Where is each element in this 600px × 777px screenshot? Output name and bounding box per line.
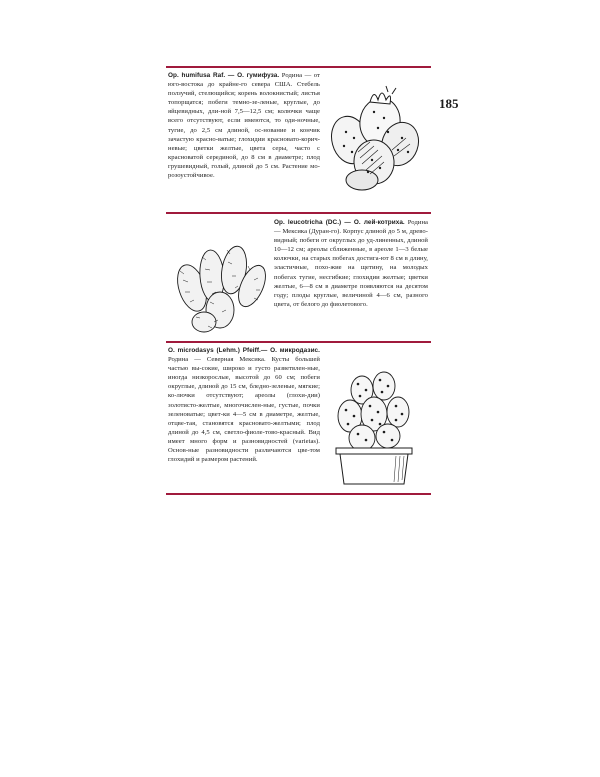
entry-latin-name: O. microdasys (Lehm.) Pfeiff. xyxy=(168,347,261,354)
section-rule-top xyxy=(166,66,431,68)
entry-russian-name: О. гумифуза. xyxy=(237,72,280,79)
entry-description: Родина — от юго-востока до крайне-го севера США. Стебель ползучий, стелющийся; корень волокнистый; листья топорщатся; побеги темно-зе-леные, круглые, до яйцевидных, дли-ной 7,5—12,5 см; колючки чаще всего отсутствуют, если имеются, то оди-ночные, тугие, до 2,5 см длиной, ос-нование и кончик зачастую красно-ватые; глохидии красновато-корич-невые; цветки желтые, цвета серы, часто с красноватой серединой, до 8 см в диаметре; плод грушевидный, голый, длиной до 5 см. Растение мо-розоустойчивое. xyxy=(168,72,320,180)
entry-description: Родина — Северная Мексика. Кусты большей частью вы-сокие, широко и густо разветвлен-ные, иногда низкорослые, высотой до 60 см; побеги округлые, длиной до 15 см, бледно-зеленые, мягкие; ко-лючки отсутствуют; ареолы (глохи-дии) золотисто-желтые, многочислен-ные, густые, почки зеленоватые; цвет-ки 4—5 см в диаметре, желтые, отцве-тая, становятся красновато-желтыми; плод длиной до 4,5 см, светло-фиоле-тово-красный. Вид имеет много форм и разновидностей (varietas). Основ-ные разновидности различаются цве-том глохидий и размером растений. xyxy=(168,356,320,464)
entry-description: Родина — Мексика (Дуран-го). Корпус длиной до 5 м, древо-видный; побеги от округлых до уд-линенных, длиной 10—12 см; ареолы сближенные, в ареоле 1—3 белые колючки, на старых побегах достига-ют 8 см в длину, эластичные, похо-жие на щетину, на молодых побегах тугие, несгибкие; глохидии желтые; цветки желтые, 6—8 см в диаметре появляются на десятом году; плоды круглые, величиной 4—6 см, разного цвета, от белого до фиолетового. xyxy=(274,219,428,308)
opuntia-humifusa-drawing xyxy=(322,82,426,194)
entry-latin-name: Op. humifusa Raf. xyxy=(168,72,226,79)
entry-russian-name: О. лей-котриха. xyxy=(353,219,405,226)
section-rule-2 xyxy=(166,212,431,214)
page-number: 185 xyxy=(439,96,459,111)
opuntia-microdasys-drawing xyxy=(326,360,422,486)
entry-leucotricha: Op. leucotricha (DC.) — О. лей-котриха. Родина — Мексика (Дуран-го). Корпус длиной до 5 м, древо-видный; побеги от округлых до уд-линенных, длиной 10—12 см; ареолы сближенные, в ареоле 1—3 белые колючки, на старых побегах достига-ют 8 см в длину, эластичные, похо-жие на щетину, на молодых побегах тугие, несгибкие; глохидии желтые; цветки желтые, 6—8 см в диаметре появляются на десятом году; плоды круглые, величиной 4—6 см, разного цвета, от белого до фиолетового. xyxy=(274,219,428,308)
opuntia-leucotricha-drawing xyxy=(170,230,270,334)
entry-microdasys: O. microdasys (Lehm.) Pfeiff.— О. микродазис. Родина — Северная Мексика. Кусты большей частью вы-сокие, широко и густо разветвлен-ные, иногда низкорослые, высотой до 60 см; побеги округлые, длиной до 15 см, бледно-зеленые, мягкие; ко-лючки отсутствуют; ареолы (глохи-дии) золотисто-желтые, многочислен-ные, густые, почки зеленоватые; цвет-ки 4—5 см в диаметре, желтые, отцве-тая, становятся красновато-желтыми; плод длиной до 4,5 см, светло-фиоле-тово-красный. Вид имеет много форм и разновидностей (varietas). Основ-ные разновидности различаются цве-том глохидий и размером растений. xyxy=(168,347,320,464)
entry-latin-name: Op. leucotricha (DC.) xyxy=(274,219,342,226)
section-rule-3 xyxy=(166,341,431,343)
entry-russian-name: О. микродазис. xyxy=(270,347,320,354)
section-rule-bottom xyxy=(166,493,431,495)
entry-humifusa: Op. humifusa Raf. — О. гумифуза. Родина — от юго-востока до крайне-го севера США. Стебель ползучий, стелющийся; корень волокнистый; листья топорщатся; побеги темно-зе-леные, круглые, до яйцевидных, дли-ной 7,5—12,5 см; колючки чаще всего отсутствуют, если имеются, то оди-ночные, тугие, до 2,5 см длиной, ос-нование и кончик зачастую красно-ватые; глохидии красновато-корич-невые; цветки желтые, цвета серы, часто с красноватой серединой, до 8 см в диаметре; плод грушевидный, голый, длиной до 5 см. Растение мо-розоустойчивое. xyxy=(168,72,320,180)
